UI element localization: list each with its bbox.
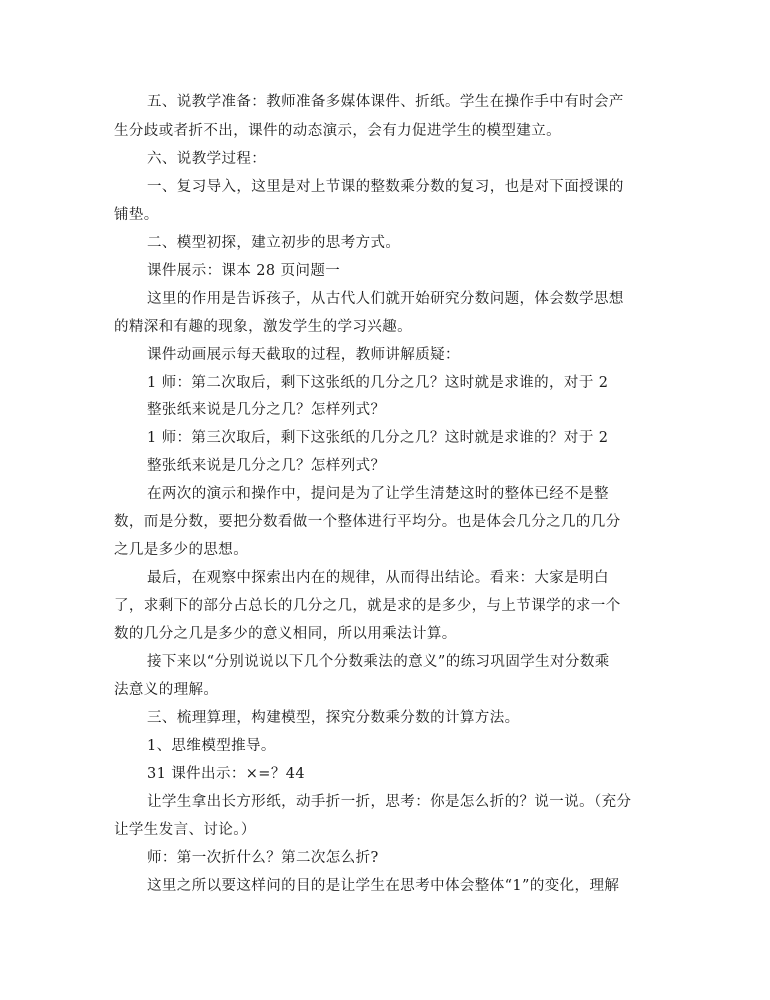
paragraph-line: 的精深和有趣的现象，激发学生的学习兴趣。 [114,319,412,335]
paragraph-line: 了，求剩下的部分占总长的几分之几，就是求的是多少，与上节课学的求一个 [114,598,621,614]
paragraph-line: 一、复习导入，这里是对上节课的整数乘分数的复习，也是对下面授课的 [147,179,624,195]
section-heading: 三、梳理算理，构建模型，探究分数乘分数的计算方法。 [147,710,520,726]
paragraph-line: 数的几分之几是多少的意义相同，所以用乘法计算。 [114,626,457,642]
paragraph-line: 接下来以“分别说说以下几个分数乘法的意义”的练习巩固学生对分数乘 [147,654,610,670]
paragraph-line: 31 课件出示：×=？44 [147,766,306,782]
paragraph-line: 让学生拿出长方形纸，动手折一折，思考：你是怎么折的？说一说。（充分 [147,794,632,810]
section-heading: 二、模型初探，建立初步的思考方式。 [147,235,401,251]
paragraph-line: 铺垫。 [114,207,159,223]
paragraph-line: 在两次的演示和操作中，提问是为了让学生清楚这时的整体已经不是整 [147,486,609,502]
paragraph-line: 五、说教学准备：教师准备多媒体课件、折纸。学生在操作手中有时会产 [147,94,624,110]
section-heading: 六、说教学过程： [147,151,267,167]
paragraph-line: 这里之所以要这样问的目的是让学生在思考中体会整体“1”的变化，理解 [147,878,620,894]
paragraph-line: 师：第一次折什么？第二次怎么折? [147,850,379,866]
paragraph-line: 1 师：第三次取后，剩下这张纸的几分之几？这时就是求谁的？对于 2 [147,430,609,446]
paragraph-line: 这里的作用是告诉孩子，从古代人们就开始研究分数问题，体会数学思想 [147,291,624,307]
paragraph-line: 生分歧或者折不出，课件的动态演示，会有力促进学生的模型建立。 [114,123,561,139]
paragraph-line: 整张纸来说是几分之几？怎样列式？ [147,458,386,474]
paragraph-line: 数，而是分数，要把分数看做一个整体进行平均分。也是体会几分之几的几分 [114,514,621,530]
paragraph-line: 课件动画展示每天截取的过程，教师讲解质疑： [147,347,460,363]
paragraph-line: 1 师：第二次取后，剩下这张纸的几分之几？这时就是求谁的，对于 2 [147,375,609,391]
paragraph-line: 课件展示：课本 28 页问题一 [147,263,341,279]
paragraph-line: 最后，在观察中探索出内在的规律，从而得出结论。看来：大家是明白 [147,570,609,586]
paragraph-line: 让学生发言、讨论。） [114,822,256,838]
paragraph-line: 法意义的理解。 [114,682,219,698]
paragraph-line: 1、思维模型推导。 [147,738,276,754]
paragraph-line: 之几是多少的思想。 [114,542,249,558]
paragraph-line: 整张纸来说是几分之几？怎样列式？ [147,402,386,418]
